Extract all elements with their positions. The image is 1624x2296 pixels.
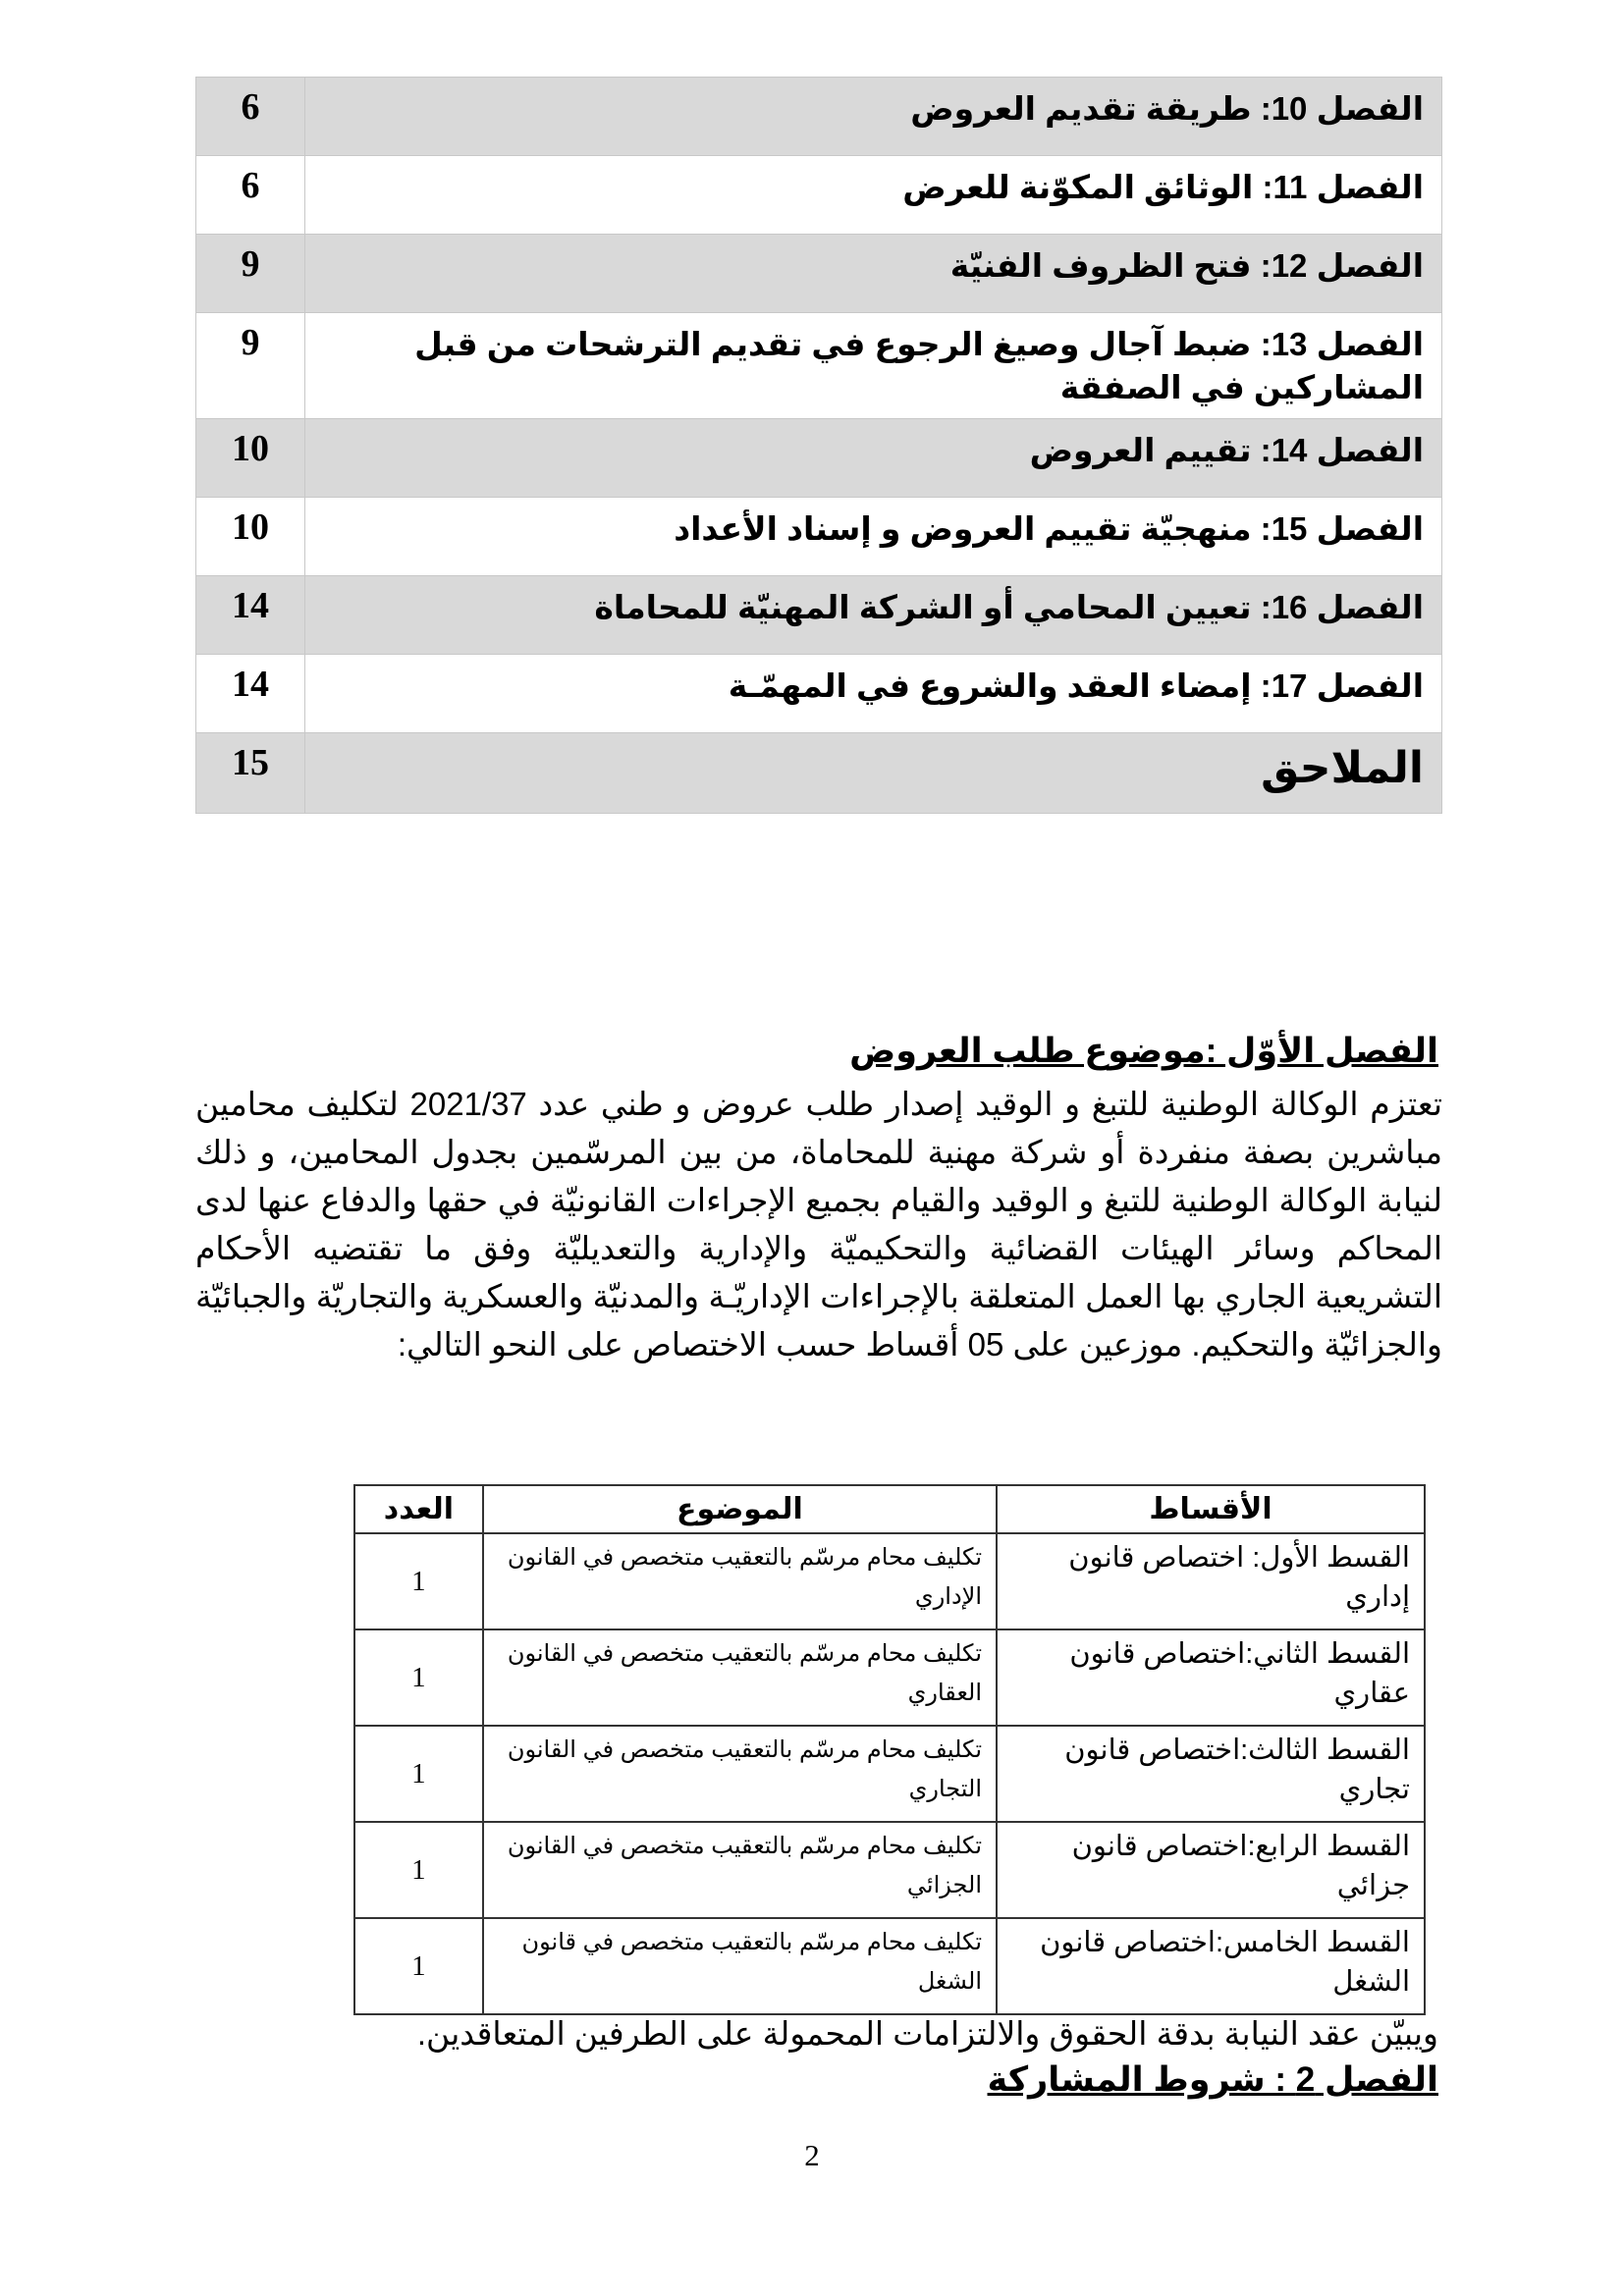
section-paragraph: تعتزم الوكالة الوطنية للتبغ و الوقيد إصدار طلب عروض و طني عدد 2021/37 لتكليف محامين مباشرين بصفة منفردة أو شركة مهنية للمحاماة، من بين المرسّمين بجدول المحامين، و ذلك لنيابة الوكالة الوطنية للتبغ و الوقيد والقيام بجميع الإجراءات القانونيّة في حقها والدفاع عنها لدى المحاكم وسائر الهيئات القضائية والتحكيميّة والإدارية والتعديليّة وفق ما تقتضيه الأحكام التشريعية الجاري بها العمل المتعلقة بالإجراءات الإداريّـة والمدنيّة والعسكرية والتجاريّة والجبائيّة والجزائيّة والتحكيم. موزعين على 05 أقساط حسب الاختصاص على النحو التالي:	[195, 1086, 1443, 1362]
table-row	[354, 1918, 1425, 2014]
toc-entry-page: 10	[196, 498, 305, 576]
column-header-lot: الأقساط	[997, 1485, 1425, 1533]
lot-count-cell: 1	[354, 1629, 483, 1726]
table-row	[354, 1822, 1425, 1918]
table-row	[354, 1533, 1425, 1629]
toc-row	[196, 313, 1442, 419]
toc-entry-page: 6	[196, 156, 305, 235]
toc-row	[196, 655, 1442, 733]
column-header-count: العدد	[354, 1485, 483, 1533]
lot-subject-cell: تكليف محام مرسّم بالتعقيب متخصص في القانون التجاري	[483, 1726, 997, 1822]
lot-count-cell: 1	[354, 1918, 483, 2014]
section-heading: الفصل 2 : شروط المشاركة	[987, 2060, 1438, 2099]
toc-entry-page: 6	[196, 78, 305, 156]
table-header-row	[354, 1485, 1425, 1533]
toc-entry-title: الفصل 13: ضبط آجال وصيغ الرجوع في تقديم الترشحات من قبل المشاركين في الصفقة	[305, 313, 1442, 419]
lot-name-cell: القسط الخامس:اختصاص قانون الشغل	[997, 1918, 1425, 2014]
toc-row	[196, 156, 1442, 235]
closing-paragraph: ويبيّن عقد النيابة بدقة الحقوق والالتزامات المحمولة على الطرفين المتعاقدين.	[416, 2015, 1438, 2052]
lot-subject-cell: تكليف محام مرسّم بالتعقيب متخصص في القانون الجزائي	[483, 1822, 997, 1918]
toc-entry-page: 15	[196, 733, 305, 814]
lot-count-cell: 1	[354, 1726, 483, 1822]
lot-name-cell: القسط الثالث:اختصاص قانون تجاري	[997, 1726, 1425, 1822]
lot-count-cell: 1	[354, 1533, 483, 1629]
toc-entry-title: الفصل 12: فتح الظروف الفنيّة	[305, 235, 1442, 313]
lot-subject-cell: تكليف محام مرسّم بالتعقيب متخصص في قانون الشغل	[483, 1918, 997, 2014]
toc-row	[196, 419, 1442, 498]
toc-row	[196, 576, 1442, 655]
section-heading: الفصل الأوّل :موضوع طلب العروض	[849, 1032, 1438, 1070]
toc-row	[196, 498, 1442, 576]
toc-entry-title: الفصل 15: منهجيّة تقييم العروض و إسناد الأعداد	[305, 498, 1442, 576]
lot-subject-cell: تكليف محام مرسّم بالتعقيب متخصص في القانون الإداري	[483, 1533, 997, 1629]
toc-entry-page: 14	[196, 576, 305, 655]
lot-subject-cell: تكليف محام مرسّم بالتعقيب متخصص في القانون العقاري	[483, 1629, 997, 1726]
toc-row	[196, 235, 1442, 313]
lot-name-cell: القسط الرابع:اختصاص قانون جزائي	[997, 1822, 1425, 1918]
toc-entry-title: الفصل 10: طريقة تقديم العروض	[305, 78, 1442, 156]
toc-entry-title: الملاحق	[305, 733, 1442, 814]
toc-entry-page: 14	[196, 655, 305, 733]
toc-entry-page: 10	[196, 419, 305, 498]
toc-entry-title: الفصل 14: تقييم العروض	[305, 419, 1442, 498]
table-of-contents	[195, 77, 1442, 814]
lots-table	[353, 1484, 1426, 2015]
lot-count-cell: 1	[354, 1822, 483, 1918]
table-row	[354, 1726, 1425, 1822]
page-number: 2	[804, 2138, 820, 2172]
toc-row	[196, 733, 1442, 814]
table-row	[354, 1629, 1425, 1726]
column-header-subject: الموضوع	[483, 1485, 997, 1533]
lot-name-cell: القسط الثاني:اختصاص قانون عقاري	[997, 1629, 1425, 1726]
toc-entry-title: الفصل 11: الوثائق المكوّنة للعرض	[305, 156, 1442, 235]
toc-entry-page: 9	[196, 313, 305, 419]
toc-entry-title: الفصل 16: تعيين المحامي أو الشركة المهنيّة للمحاماة	[305, 576, 1442, 655]
toc-entry-page: 9	[196, 235, 305, 313]
toc-row	[196, 78, 1442, 156]
toc-entry-title: الفصل 17: إمضاء العقد والشروع في المهمّـة	[305, 655, 1442, 733]
lot-name-cell: القسط الأول: اختصاص قانون إداري	[997, 1533, 1425, 1629]
